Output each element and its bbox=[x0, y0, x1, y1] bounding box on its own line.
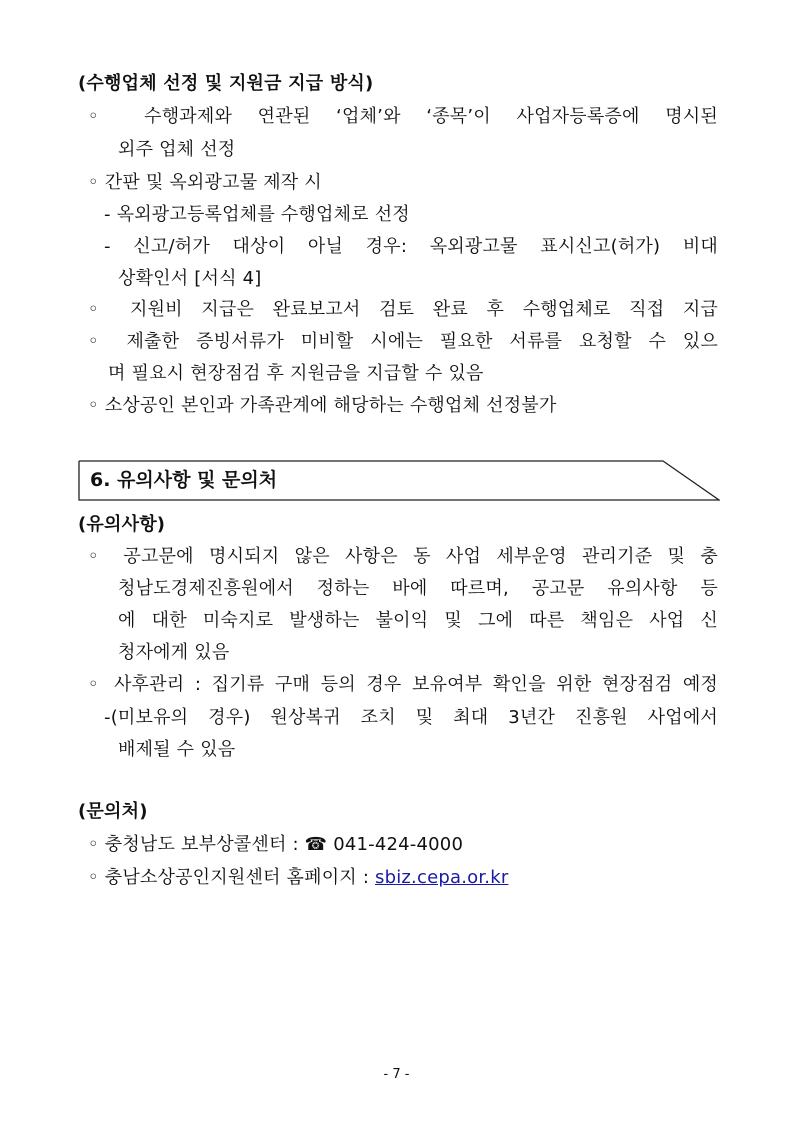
sub-list-item: - 신고/허가 대상이 아닐 경우: 옥외광고물 표시신고(허가) 비대 bbox=[104, 236, 718, 257]
list-item-continuation: 청남도경제진흥원에서 정하는 바에 따르며, 공고문 유의사항 등 bbox=[118, 578, 718, 599]
homepage-item bbox=[88, 866, 508, 890]
homepage-link[interactable]: sbiz.cepa.or.kr bbox=[375, 867, 509, 888]
sub-list-item: - 옥외광고등록업체를 수행업체로 선정 bbox=[104, 204, 410, 225]
list-item-continuation: 외주 업체 선정 bbox=[118, 139, 236, 160]
contact-heading: (문의처) bbox=[78, 801, 148, 822]
list-item-continuation: 청자에게 있음 bbox=[118, 642, 230, 663]
list-item: ◦ 소상공인 본인과 가족관계에 해당하는 수행업체 선정불가 bbox=[88, 395, 557, 416]
caution-heading: (유의사항) bbox=[78, 514, 166, 535]
list-item-continuation: 에 대한 미숙지로 발생하는 불이익 및 그에 따른 책임은 사업 신 bbox=[118, 610, 718, 631]
section-title: 6. 유의사항 및 문의처 bbox=[90, 469, 278, 491]
section-header bbox=[78, 460, 718, 500]
selection-heading: (수행업체 선정 및 지원금 지급 방식) bbox=[78, 73, 374, 94]
list-item: ◦ 사후관리 : 집기류 구매 등의 경우 보유여부 확인을 위한 현장점검 예정 bbox=[88, 674, 718, 695]
list-item: ◦ 공고문에 명시되지 않은 사항은 동 사업 세부운영 관리기준 및 충 bbox=[88, 546, 718, 567]
sub-list-item-continuation: 상확인서 [서식 4] bbox=[118, 268, 262, 289]
call-center-item: ◦ 충청남도 보부상콜센터 : ☎ 041-424-4000 bbox=[88, 834, 464, 855]
list-item: ◦ 제출한 증빙서류가 미비할 시에는 필요한 서류를 요청할 수 있으 bbox=[88, 331, 718, 352]
sub-list-item-continuation: 배제될 수 있음 bbox=[118, 739, 236, 760]
list-item: ◦ 수행과제와 연관된 ‘업체’와 ‘종목’이 사업자등록증에 명시된 bbox=[88, 106, 718, 127]
page-number: - 7 - bbox=[383, 1067, 410, 1082]
sub-list-item: -(미보유의 경우) 원상복귀 조치 및 최대 3년간 진흥원 사업에서 bbox=[104, 707, 718, 728]
list-item-continuation: 며 필요시 현장점검 후 지원금을 지급할 수 있음 bbox=[108, 363, 484, 384]
list-item: ◦ 지원비 지급은 완료보고서 검토 완료 후 수행업체로 직접 지급 bbox=[88, 299, 718, 320]
homepage-label: ◦ 충남소상공인지원센터 홈페이지 : bbox=[88, 867, 375, 888]
list-item: ◦ 간판 및 옥외광고물 제작 시 bbox=[88, 172, 322, 193]
